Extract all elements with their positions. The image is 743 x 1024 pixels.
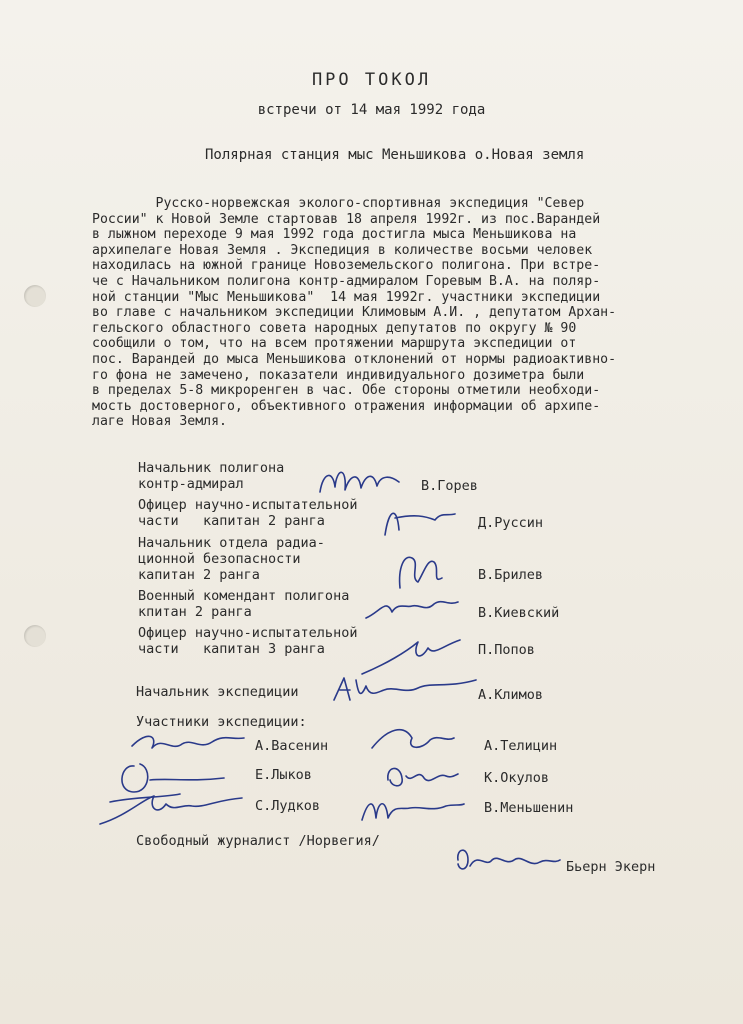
body-line: ной станции "Мыс Меньшикова" 14 мая 1992г. участники экспедиции xyxy=(92,289,601,305)
official-title-russin: Офицер научно-испытательной части капитан 2 ранга xyxy=(138,497,358,529)
body-line: пос. Варандей до мыса Меньшикова отклонений от нормы радиоактивно- xyxy=(92,351,617,367)
participant-okulov: К.Окулов xyxy=(484,770,550,786)
body-line: че с Начальником полигона контр-адмиралом Горевым В.А. на поляр- xyxy=(92,273,601,289)
official-title-klimov: Начальник экспедиции xyxy=(136,684,299,700)
journalist-name: Бьерн Экерн xyxy=(566,859,656,875)
official-name-popov: П.Попов xyxy=(478,642,535,658)
signature-klimov xyxy=(330,672,480,712)
official-name-kievsky: В.Киевский xyxy=(478,605,560,621)
body-line: гельского областного совета народных депутатов по округу № 90 xyxy=(92,320,577,336)
document-title: ПРО ТОКОЛ xyxy=(311,70,432,90)
official-name-klimov: А.Климов xyxy=(478,687,544,703)
official-title-brilev: Начальник отдела радиа- ционной безопасности капитан 2 ранга xyxy=(138,535,325,583)
participants-heading: Участники экспедиции: xyxy=(136,714,307,730)
signature-kievsky xyxy=(362,588,462,624)
body-line: в пределах 5-8 микроренген в час. Обе стороны отметили необходи- xyxy=(92,383,601,399)
official-title-kievsky: Военный комендант полигона кпитан 2 ранга xyxy=(138,588,350,620)
participant-menshenin: В.Меньшенин xyxy=(484,800,574,816)
signature-okulov xyxy=(380,758,460,794)
punch-hole-bottom xyxy=(24,625,46,647)
body-line: лаге Новая Земля. xyxy=(92,414,227,430)
document-subtitle: встречи от 14 мая 1992 года xyxy=(257,102,486,118)
participant-ludkov: С.Лудков xyxy=(255,798,321,814)
signature-ekern xyxy=(452,842,562,882)
official-name-gorev: В.Горев xyxy=(421,478,478,494)
official-title-gorev: Начальник полигона контр-адмирал xyxy=(138,460,285,492)
signature-menshenin xyxy=(358,790,468,826)
signature-russin xyxy=(375,500,465,540)
body-line: Русско-норвежская эколого-спортивная экспедиция "Север xyxy=(92,196,585,211)
participant-vasenin: А.Васенин xyxy=(255,738,329,754)
station-line: Полярная станция мыс Меньшикова о.Новая земля xyxy=(205,147,585,163)
body-paragraph xyxy=(92,196,672,430)
body-line: во главе с начальником экспедиции Климовым А.И. , депутатом Архан- xyxy=(92,305,617,321)
official-title-popov: Офицер научно-испытательной части капитан 3 ранга xyxy=(138,625,358,657)
signature-gorev xyxy=(315,462,405,502)
punch-hole-top xyxy=(24,285,46,307)
participant-telitsin: А.Телицин xyxy=(484,738,558,754)
official-name-brilev: В.Брилев xyxy=(478,567,544,583)
signature-ludkov xyxy=(96,786,246,830)
body-line: России" к Новой Земле стартовав 18 апреля 1992г. из пос.Варандей xyxy=(92,211,601,227)
body-line: го фона не замечено, показатели индивидуального дозиметра были xyxy=(92,367,585,383)
official-name-russin: Д.Руссин xyxy=(478,515,544,531)
body-line: архипелаге Новая Земля . Экспедиция в количестве восьми человек xyxy=(92,242,593,258)
body-line: мость достоверного, объективного отражения информации об архипе- xyxy=(92,398,601,414)
participant-lykov: Е.Лыков xyxy=(255,767,312,783)
body-line: в лыжном переходе 9 мая 1992 года достигла мыса Меньшикова на xyxy=(92,227,577,243)
body-line: сообщили о том, что на всем протяжении маршрута экспедиции от xyxy=(92,336,577,352)
journalist-label: Свободный журналист /Норвегия/ xyxy=(136,833,380,849)
signature-telitsin xyxy=(368,720,458,760)
body-line: находилась на южной границе Новоземельского полигона. При встре- xyxy=(92,258,601,274)
